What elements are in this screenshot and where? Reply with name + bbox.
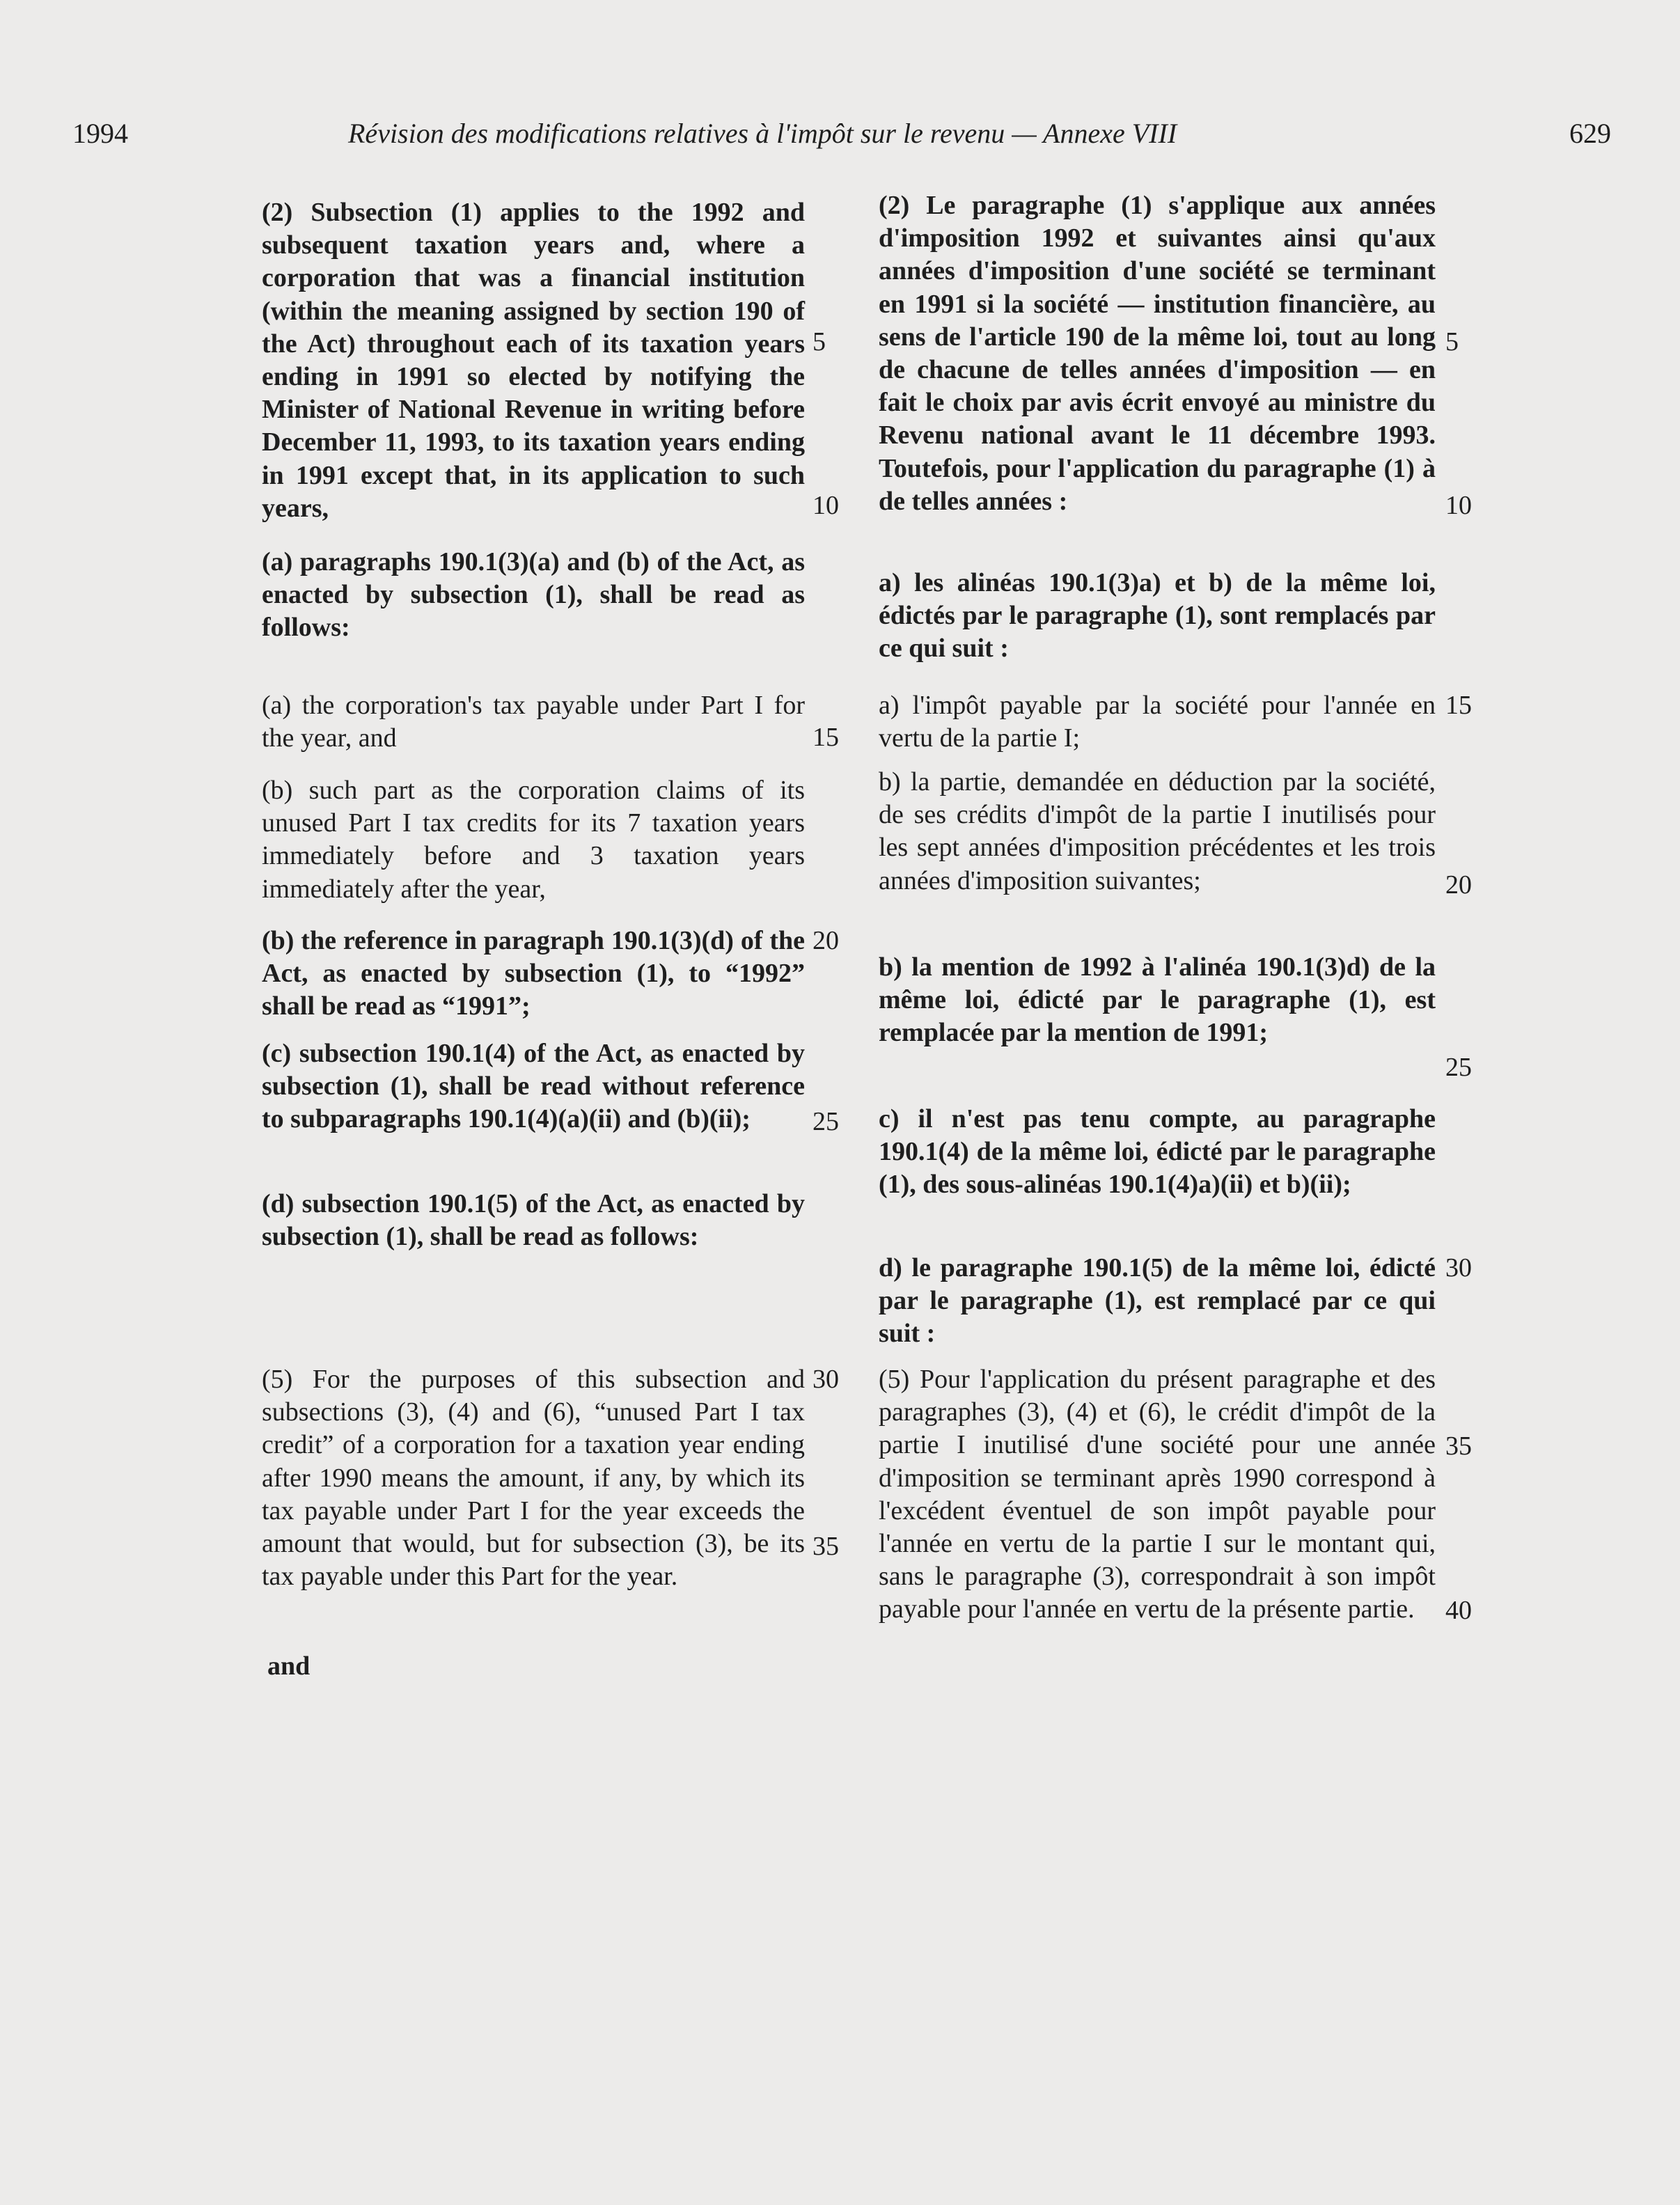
- line-number-mid: 10: [812, 491, 839, 520]
- en-paragraph-b-intro: (b) the reference in paragraph 190.1(3)(d) of the Act, as enacted by subsection (1), to “1992” shall be read as “1991”;: [262, 926, 805, 1021]
- en-subsection-2: (2) Subsection (1) applies to the 1992 and subsequent taxation years and, where a corporation that was a financial institution (within the meaning assigned by section 190 of the Act) throughout each of its taxation years ending in 1991 so elected by notifying the Minister of National Revenue in writing before December 11, 1993, to its taxation years ending in 1991 except that, in its application to such years,: [262, 198, 805, 523]
- header-year: 1994: [72, 118, 128, 149]
- fr-paragraph-c-intro: c) il n'est pas tenu compte, au paragraphe 190.1(4) de la même loi, édicté par le paragraphe (1), des sous-alinéas 190.1(4)a)(ii) et b)(ii);: [879, 1104, 1436, 1200]
- en-quoted-b: (b) such part as the corporation claims of its unused Part I tax credits for its 7 taxation years immediately before and 3 taxation years immediately after the year,: [262, 776, 805, 904]
- line-number-mid: 20: [812, 926, 839, 955]
- fr-paragraph-a-intro: a) les alinéas 190.1(3)a) et b) de la même loi, édictés par le paragraphe (1), sont remplacés par ce qui suit :: [879, 568, 1436, 664]
- fr-subsection-5: (5) Pour l'application du présent paragraphe et des paragraphes (3), (4) et (6), le crédit d'impôt de la partie I inutilisé d'une société pour une année d'imposition se terminant après 1990 correspond à l'excédent éventuel de son impôt payable pour l'année en vertu de la partie I sur le montant qui, sans le paragraphe (3), correspondrait à son impôt payable pour l'année en vertu de la présente partie.: [879, 1365, 1436, 1624]
- line-number-right: 25: [1445, 1053, 1472, 1082]
- en-paragraph-d-intro: (d) subsection 190.1(5) of the Act, as enacted by subsection (1), shall be read as follows:: [262, 1189, 805, 1252]
- header-title: Révision des modifications relatives à l'impôt sur le revenu — Annexe VIII: [348, 118, 1177, 149]
- line-number-mid: 5: [812, 327, 826, 356]
- en-subsection-5: (5) For the purposes of this subsection and subsections (3), (4) and (6), “unused Part I tax credit” of a corporation for a taxation year ending after 1990 means the amount, if any, by which its tax payable under Part I for the year exceeds the amount that would, but for subsection (3), be its tax payable under this Part for the year.: [262, 1365, 805, 1592]
- line-number-right: 20: [1445, 870, 1472, 900]
- en-quoted-a: (a) the corporation's tax payable under Part I for the year, and: [262, 691, 805, 753]
- line-number-mid: 30: [812, 1365, 839, 1394]
- en-paragraph-a-intro: (a) paragraphs 190.1(3)(a) and (b) of the Act, as enacted by subsection (1), shall be read as follows:: [262, 547, 805, 643]
- fr-subsection-2: (2) Le paragraphe (1) s'applique aux années d'imposition 1992 et suivantes ainsi qu'aux années d'imposition d'une société se terminant en 1991 si la société — institution financière, au sens de l'article 190 de la même loi, tout au long de chacune de telles années d'imposition — en fait le choix par avis écrit envoyé au ministre du Revenu national avant le 11 décembre 1993. Toutefois, pour l'application du paragraphe (1) à de telles années :: [879, 191, 1436, 516]
- line-number-mid: 15: [812, 723, 839, 752]
- en-paragraph-c-intro: (c) subsection 190.1(4) of the Act, as enacted by subsection (1), shall be read without reference to subparagraphs 190.1(4)(a)(ii) and (b)(ii);: [262, 1039, 805, 1134]
- fr-quoted-b: b) la partie, demandée en déduction par la société, de ses crédits d'impôt de la partie I inutilisés pour les sept années d'imposition précédentes et les trois années d'imposition suivantes;: [879, 767, 1436, 895]
- line-number-right: 5: [1445, 327, 1459, 356]
- fr-paragraph-b-intro: b) la mention de 1992 à l'alinéa 190.1(3)d) de la même loi, édicté par le paragraphe (1), est remplacée par la mention de 1991;: [879, 952, 1436, 1048]
- fr-paragraph-d-intro: d) le paragraphe 190.1(5) de la même loi, édicté par le paragraphe (1), est remplacé par ce qui suit :: [879, 1253, 1436, 1349]
- page-number: 629: [1569, 118, 1611, 149]
- line-number-mid: 25: [812, 1107, 839, 1136]
- line-number-right: 10: [1445, 491, 1472, 520]
- en-and: and: [267, 1651, 311, 1681]
- fr-quoted-a: a) l'impôt payable par la société pour l'année en vertu de la partie I;: [879, 691, 1436, 753]
- line-number-right: 30: [1445, 1253, 1472, 1282]
- line-number-mid: 35: [812, 1532, 839, 1561]
- line-number-right: 35: [1445, 1431, 1472, 1461]
- line-number-right: 15: [1445, 691, 1472, 720]
- line-number-right: 40: [1445, 1596, 1472, 1625]
